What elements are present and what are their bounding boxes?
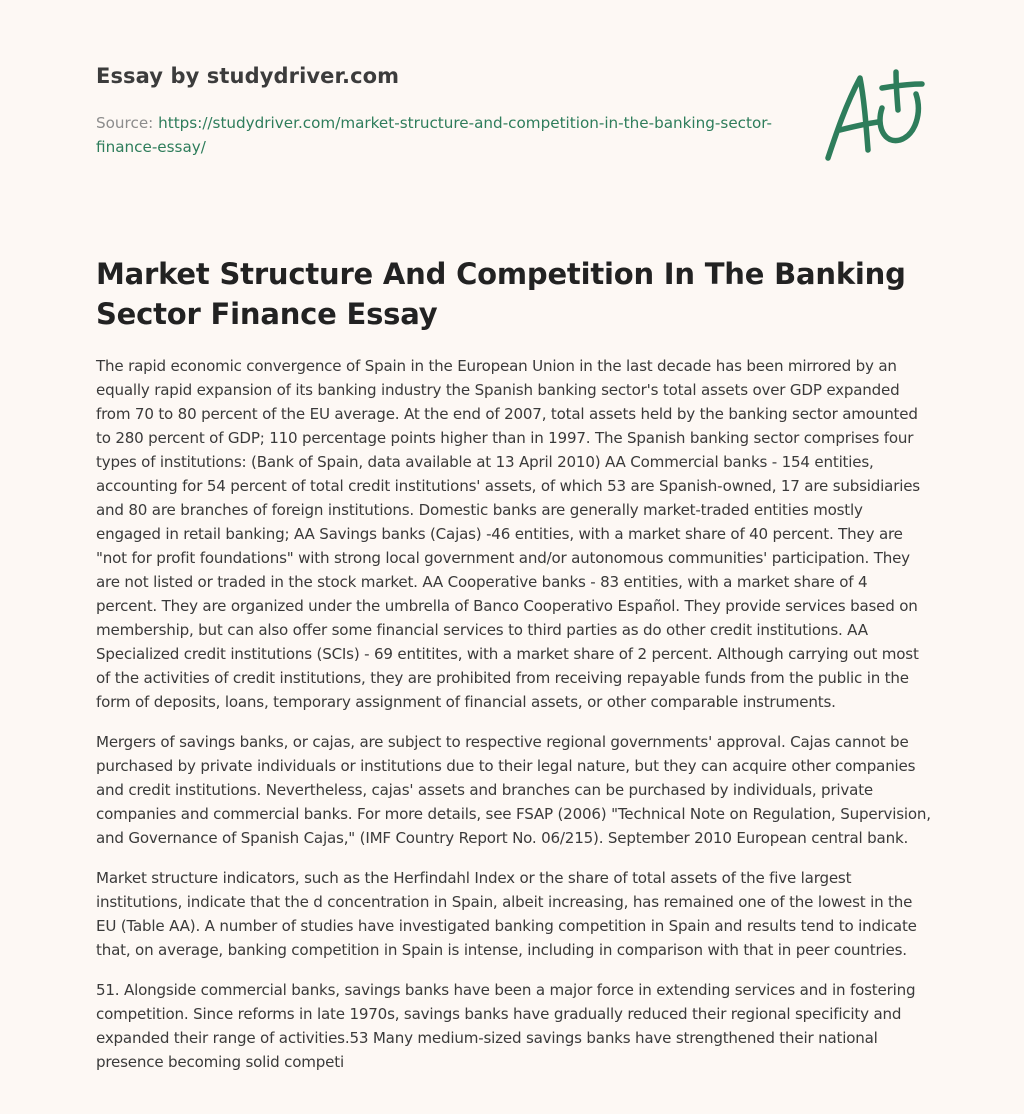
source-line bbox=[96, 111, 776, 159]
paragraph: 51. Alongside commercial banks, savings banks have been a major force in extending services and in fostering competition. Since reforms in late 1970s, savings banks have gradually reduced their regional specificity and expanded their range of activities.53 Many medium-sized savings banks have strengthened their national presence becoming solid competi bbox=[96, 981, 916, 1071]
essay-title: Market Structure And Competition In The Banking Sector Finance Essay bbox=[96, 257, 906, 331]
essay-body bbox=[96, 354, 932, 1090]
source-label: Source: bbox=[96, 114, 154, 132]
paragraph: The rapid economic convergence of Spain in the European Union in the last decade has been mirrored by an equally rapid expansion of its banking industry the Spanish banking sector's total assets over GDP expanded from 70 to 80 percent of the EU average. At the end of 2007, total assets held by the banking sector amounted to 280 percent of GDP; 110 percentage points higher than in 1997. The Spanish banking sector comprises four types of institutions: (Bank of Spain, data available at 13 April 2010) AA Commercial banks - 154 entities, accounting for 54 percent of total credit institutions' assets, of which 53 are Spanish-owned, 17 are subsidiaries and 80 are branches of foreign institutions. Domestic banks are generally market-traded entities mostly engaged in retail banking; AA Savings banks (Cajas) -46 entities, with a market share of 40 percent. They are "not for profit foundations" with strong local government and/or autonomous communities' participation. They are not listed or traded in the stock market. AA Cooperative banks - 83 entities, with a market share of 4 percent. They are organized under the umbrella of Banco Cooperativo Español. They provide services based on membership, but can also offer some financial services to third parties as do other credit institutions. AA Specialized credit institutions (SCIs) - 69 entitites, with a market share of 2 percent. Although carrying out most of the activities of credit institutions, they are prohibited from receiving repayable funds from the public in the form of deposits, loans, temporary assignment of financial assets, or other comparable instruments. bbox=[96, 357, 920, 711]
site-brand: Essay by studydriver.com bbox=[96, 64, 400, 88]
a-plus-grade-icon bbox=[820, 64, 930, 168]
paragraph: Mergers of savings banks, or cajas, are subject to respective regional governments' approval. Cajas cannot be purchased by private individuals or institutions due to their legal nature, but they can acquire other companies and credit institutions. Nevertheless, cajas' assets and branches can be purchased by individuals, private companies and commercial banks. For more details, see FSAP (2006) "Technical Note on Regulation, Supervision, and Governance of Spanish Cajas," (IMF Country Report No. 06/215). September 2010 European central bank. bbox=[96, 733, 931, 847]
paragraph: Market structure indicators, such as the Herfindahl Index or the share of total assets of the five largest institutions, indicate that the d concentration in Spain, albeit increasing, has remained one of the lowest in the EU (Table AA). A number of studies have investigated banking competition in Spain and results tend to indicate that, on average, banking competition in Spain is intense, including in comparison with that in peer countries. bbox=[96, 869, 917, 959]
source-link[interactable]: https://studydriver.com/market-structure-and-competition-in-the-banking-sector-finance-essay/ bbox=[96, 114, 773, 156]
